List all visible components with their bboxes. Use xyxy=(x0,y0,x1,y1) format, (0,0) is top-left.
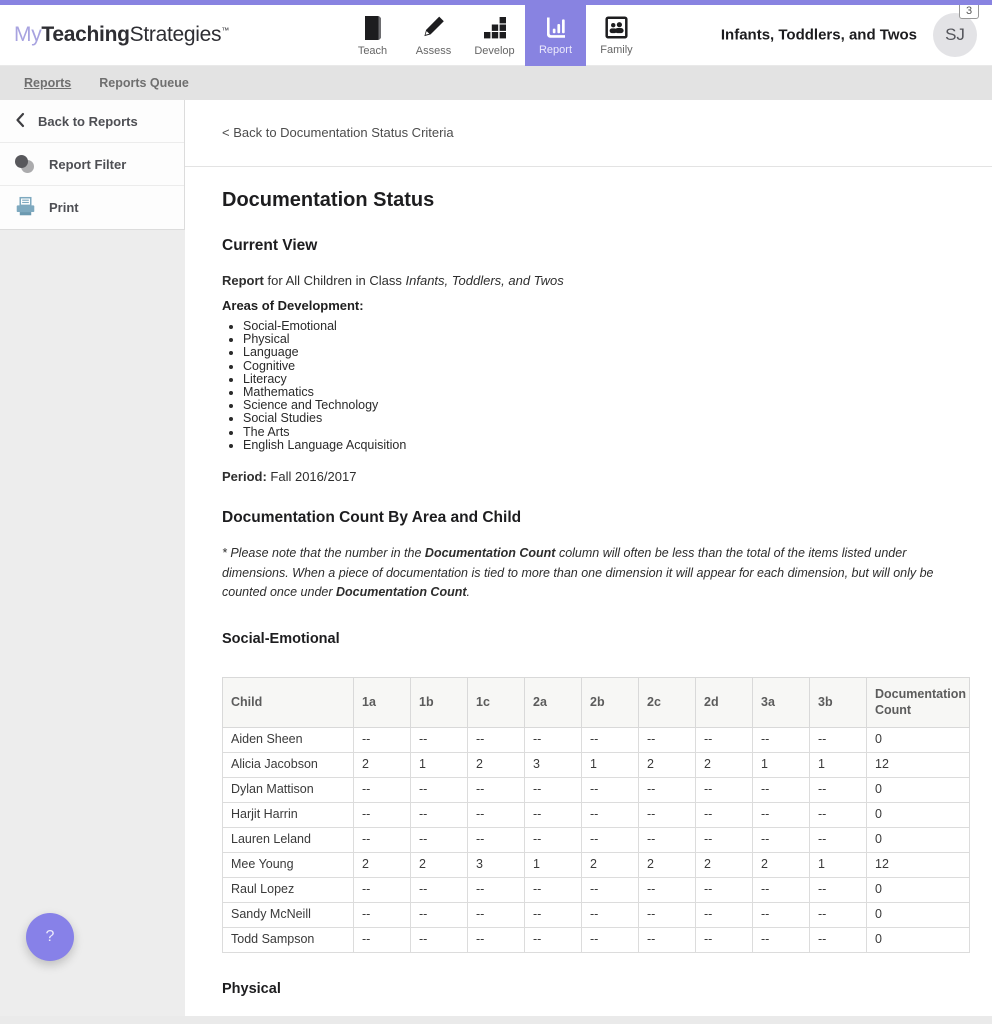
tab-teach-label: Teach xyxy=(357,44,388,57)
doc-count-cell: 0 xyxy=(867,802,970,827)
dimension-cell: -- xyxy=(810,727,867,752)
area-item: • Cognitive xyxy=(243,360,992,373)
dimension-cell: 2 xyxy=(696,752,753,777)
table-row xyxy=(223,827,970,852)
column-header: Child xyxy=(223,677,354,727)
chevron-left-icon xyxy=(15,112,25,131)
column-header: 1c xyxy=(468,677,525,727)
child-name-cell: Aiden Sheen xyxy=(223,727,354,752)
dimension-cell: -- xyxy=(411,727,468,752)
table-row xyxy=(223,752,970,777)
dimension-cell: -- xyxy=(753,902,810,927)
dimension-cell: -- xyxy=(810,902,867,927)
dimension-cell: -- xyxy=(696,927,753,952)
dimension-cell: 1 xyxy=(753,752,810,777)
note-text: column will often be less than the total of the items listed under dimensions. When a piece of documentation is tied to more than one dimension it will appear for each dimension, but will only be counted once under xyxy=(222,546,934,600)
dimension-cell: 1 xyxy=(582,752,639,777)
sidebar-item-back-to-reports[interactable] xyxy=(0,100,184,143)
area-item: • Social-Emotional xyxy=(243,320,992,333)
dimension-cell: -- xyxy=(696,727,753,752)
area-item: • The Arts xyxy=(243,426,992,439)
table-row xyxy=(223,802,970,827)
current-view-heading: Current View xyxy=(222,237,318,254)
doc-count-note xyxy=(222,544,962,603)
dimension-cell: -- xyxy=(639,927,696,952)
dimension-cell: -- xyxy=(810,827,867,852)
reports-subnav xyxy=(0,66,992,100)
printer-icon xyxy=(15,196,36,220)
dimension-cell: -- xyxy=(810,802,867,827)
dimension-cell: -- xyxy=(639,727,696,752)
dimension-cell: 1 xyxy=(411,752,468,777)
column-header: 2a xyxy=(525,677,582,727)
child-name-cell: Dylan Mattison xyxy=(223,777,354,802)
dimension-cell: -- xyxy=(468,877,525,902)
dimension-cell: 2 xyxy=(411,852,468,877)
dimension-cell: -- xyxy=(468,802,525,827)
report-sidebar xyxy=(0,100,185,230)
child-name-cell: Alicia Jacobson xyxy=(223,752,354,777)
dimension-cell: -- xyxy=(582,877,639,902)
table-row xyxy=(223,852,970,877)
table-row xyxy=(223,927,970,952)
dimension-cell: 2 xyxy=(639,852,696,877)
period-value: Fall 2016/2017 xyxy=(266,469,357,485)
primary-nav xyxy=(342,5,647,66)
doc-count-cell: 0 xyxy=(867,927,970,952)
table-row xyxy=(223,727,970,752)
note-bold: Documentation Count xyxy=(335,585,467,600)
sidebar-item-label: Report Filter xyxy=(49,156,127,172)
dimension-cell: -- xyxy=(753,877,810,902)
child-name-cell: Raul Lopez xyxy=(223,877,354,902)
dimension-cell: 2 xyxy=(354,752,411,777)
documentation-count-table xyxy=(222,677,970,953)
content-divider xyxy=(185,166,992,167)
filter-circles-icon xyxy=(15,154,36,174)
dimension-cell: -- xyxy=(582,727,639,752)
dimension-cell: 1 xyxy=(810,852,867,877)
dimension-cell: -- xyxy=(639,802,696,827)
dimension-cell: -- xyxy=(525,877,582,902)
subnav-reports-queue[interactable]: Reports Queue xyxy=(99,76,189,90)
column-header: 3b xyxy=(810,677,867,727)
table-head xyxy=(223,677,970,727)
dimension-cell: 2 xyxy=(354,852,411,877)
dimension-cell: -- xyxy=(810,927,867,952)
column-header: 2c xyxy=(639,677,696,727)
note-text: * Please note that the number in the xyxy=(222,546,425,561)
avatar[interactable]: SJ xyxy=(933,13,977,57)
area-item: • Mathematics xyxy=(243,386,992,399)
dimension-cell: -- xyxy=(753,927,810,952)
tab-family-label: Family xyxy=(600,44,633,56)
dimension-cell: 2 xyxy=(468,752,525,777)
dimension-cell: 2 xyxy=(696,852,753,877)
dimension-cell: -- xyxy=(354,802,411,827)
dimension-cell: -- xyxy=(696,777,753,802)
breadcrumb-back-link[interactable]: < Back to Documentation Status Criteria xyxy=(222,125,454,140)
column-header: 1a xyxy=(354,677,411,727)
column-header: 3a xyxy=(753,677,810,727)
tab-teach[interactable] xyxy=(342,5,403,66)
report-class-name: Infants, Toddlers, and Twos xyxy=(405,273,564,288)
dimension-cell: 2 xyxy=(582,852,639,877)
dimension-cell: -- xyxy=(354,827,411,852)
table-body xyxy=(223,727,970,952)
sidebar-item-report-filter[interactable] xyxy=(0,143,184,186)
table-row xyxy=(223,902,970,927)
dimension-cell: -- xyxy=(354,927,411,952)
top-accent-strip xyxy=(0,0,992,5)
dimension-cell: 1 xyxy=(810,752,867,777)
area-item: • Physical xyxy=(243,333,992,346)
area-item: • Language xyxy=(243,346,992,359)
areas-list xyxy=(243,320,992,452)
dimension-cell: -- xyxy=(582,827,639,852)
dimension-cell: -- xyxy=(525,902,582,927)
areas-of-development-heading: Areas of Development: xyxy=(222,298,364,313)
dimension-cell: -- xyxy=(753,727,810,752)
dimension-cell: -- xyxy=(696,902,753,927)
dimension-cell: -- xyxy=(525,777,582,802)
tab-develop-label: Develop xyxy=(474,44,515,57)
dimension-cell: 3 xyxy=(468,852,525,877)
doc-count-cell: 0 xyxy=(867,827,970,852)
dimension-cell: -- xyxy=(411,777,468,802)
column-header: 2d xyxy=(696,677,753,727)
dimension-cell: -- xyxy=(354,877,411,902)
bar-chart-icon xyxy=(543,16,569,40)
child-name-cell: Todd Sampson xyxy=(223,927,354,952)
doc-count-cell: 0 xyxy=(867,777,970,802)
dimension-cell: 2 xyxy=(639,752,696,777)
tab-family[interactable] xyxy=(586,5,647,66)
dimension-cell: -- xyxy=(696,827,753,852)
dimension-cell: -- xyxy=(639,902,696,927)
dimension-cell: -- xyxy=(468,927,525,952)
child-name-cell: Lauren Leland xyxy=(223,827,354,852)
dimension-cell: -- xyxy=(525,727,582,752)
physical-heading: Physical xyxy=(222,980,281,997)
brand-teaching: Teaching xyxy=(41,23,130,46)
dimension-cell: -- xyxy=(753,827,810,852)
dimension-cell: 3 xyxy=(525,752,582,777)
family-icon xyxy=(604,15,629,40)
doc-count-cell: 0 xyxy=(867,877,970,902)
tab-assess-label: Assess xyxy=(415,44,452,57)
table-row xyxy=(223,777,970,802)
dimension-cell: -- xyxy=(411,902,468,927)
dimension-cell: -- xyxy=(525,827,582,852)
period-line xyxy=(222,469,992,484)
dimension-cell: -- xyxy=(468,902,525,927)
dimension-cell: -- xyxy=(753,777,810,802)
sidebar-item-label: Back to Reports xyxy=(38,113,138,129)
child-name-cell: Harjit Harrin xyxy=(223,802,354,827)
brand-strategies: Strategies xyxy=(129,23,222,46)
help-button[interactable]: ? xyxy=(26,913,74,961)
area-item: • Science and Technology xyxy=(243,399,992,412)
table-row xyxy=(223,877,970,902)
period-label: Period: xyxy=(222,469,267,485)
tab-develop[interactable] xyxy=(464,5,525,66)
dimension-cell: -- xyxy=(525,927,582,952)
report-content xyxy=(185,100,992,1016)
dimension-cell: -- xyxy=(810,877,867,902)
dimension-cell: -- xyxy=(753,802,810,827)
dimension-cell: -- xyxy=(696,802,753,827)
report-scope-line xyxy=(222,273,992,288)
column-header: 1b xyxy=(411,677,468,727)
doc-count-cell: 12 xyxy=(867,852,970,877)
dimension-cell: -- xyxy=(354,727,411,752)
report-label: Report xyxy=(222,273,264,288)
dimension-cell: -- xyxy=(354,902,411,927)
doc-count-cell: 12 xyxy=(867,752,970,777)
child-name-cell: Sandy McNeill xyxy=(223,902,354,927)
table-header-row xyxy=(223,677,970,727)
dimension-cell: -- xyxy=(696,877,753,902)
report-scope-text: for All Children in Class xyxy=(263,273,406,288)
app-header xyxy=(0,5,992,66)
subnav-reports[interactable]: Reports xyxy=(24,76,72,90)
dimension-cell: -- xyxy=(639,827,696,852)
brand-logo[interactable] xyxy=(14,23,229,47)
notification-badge[interactable]: 3 xyxy=(959,2,979,19)
dimension-cell: 2 xyxy=(753,852,810,877)
note-text: . xyxy=(466,585,471,600)
dimension-cell: -- xyxy=(582,902,639,927)
column-header: 2b xyxy=(582,677,639,727)
sidebar-item-print[interactable] xyxy=(0,186,184,229)
area-item: • Literacy xyxy=(243,373,992,386)
tab-report[interactable] xyxy=(525,5,586,66)
dimension-cell: -- xyxy=(582,777,639,802)
sidebar-item-label: Print xyxy=(49,200,79,215)
dimension-cell: -- xyxy=(411,927,468,952)
doc-count-heading: Documentation Count By Area and Child xyxy=(222,509,522,527)
child-name-cell: Mee Young xyxy=(223,852,354,877)
steps-icon xyxy=(483,15,507,41)
trademark-symbol: ™ xyxy=(221,26,229,35)
dimension-cell: -- xyxy=(639,777,696,802)
dimension-cell: -- xyxy=(411,877,468,902)
pencil-icon xyxy=(422,15,446,41)
book-icon xyxy=(361,15,385,41)
dimension-cell: 1 xyxy=(525,852,582,877)
dimension-cell: -- xyxy=(525,802,582,827)
area-item: • English Language Acquisition xyxy=(243,439,992,452)
dimension-cell: -- xyxy=(468,827,525,852)
dimension-cell: -- xyxy=(468,777,525,802)
dimension-cell: -- xyxy=(582,802,639,827)
page-title: Documentation Status xyxy=(222,189,435,211)
tab-report-label: Report xyxy=(538,43,573,56)
dimension-cell: -- xyxy=(468,727,525,752)
dimension-cell: -- xyxy=(810,777,867,802)
dimension-cell: -- xyxy=(411,802,468,827)
brand-my: My xyxy=(14,23,42,46)
dimension-cell: -- xyxy=(411,827,468,852)
note-bold: Documentation Count xyxy=(424,546,556,561)
area-item: • Social Studies xyxy=(243,412,992,425)
doc-count-cell: 0 xyxy=(867,902,970,927)
viewport-bottom-strip xyxy=(0,1016,992,1024)
column-header: Documentation Count xyxy=(867,677,970,727)
doc-count-cell: 0 xyxy=(867,727,970,752)
dimension-cell: -- xyxy=(354,777,411,802)
dimension-cell: -- xyxy=(639,877,696,902)
tab-assess[interactable] xyxy=(403,5,464,66)
social-emotional-heading: Social-Emotional xyxy=(222,630,340,647)
class-title: Infants, Toddlers, and Twos xyxy=(720,26,917,44)
dimension-cell: -- xyxy=(582,927,639,952)
